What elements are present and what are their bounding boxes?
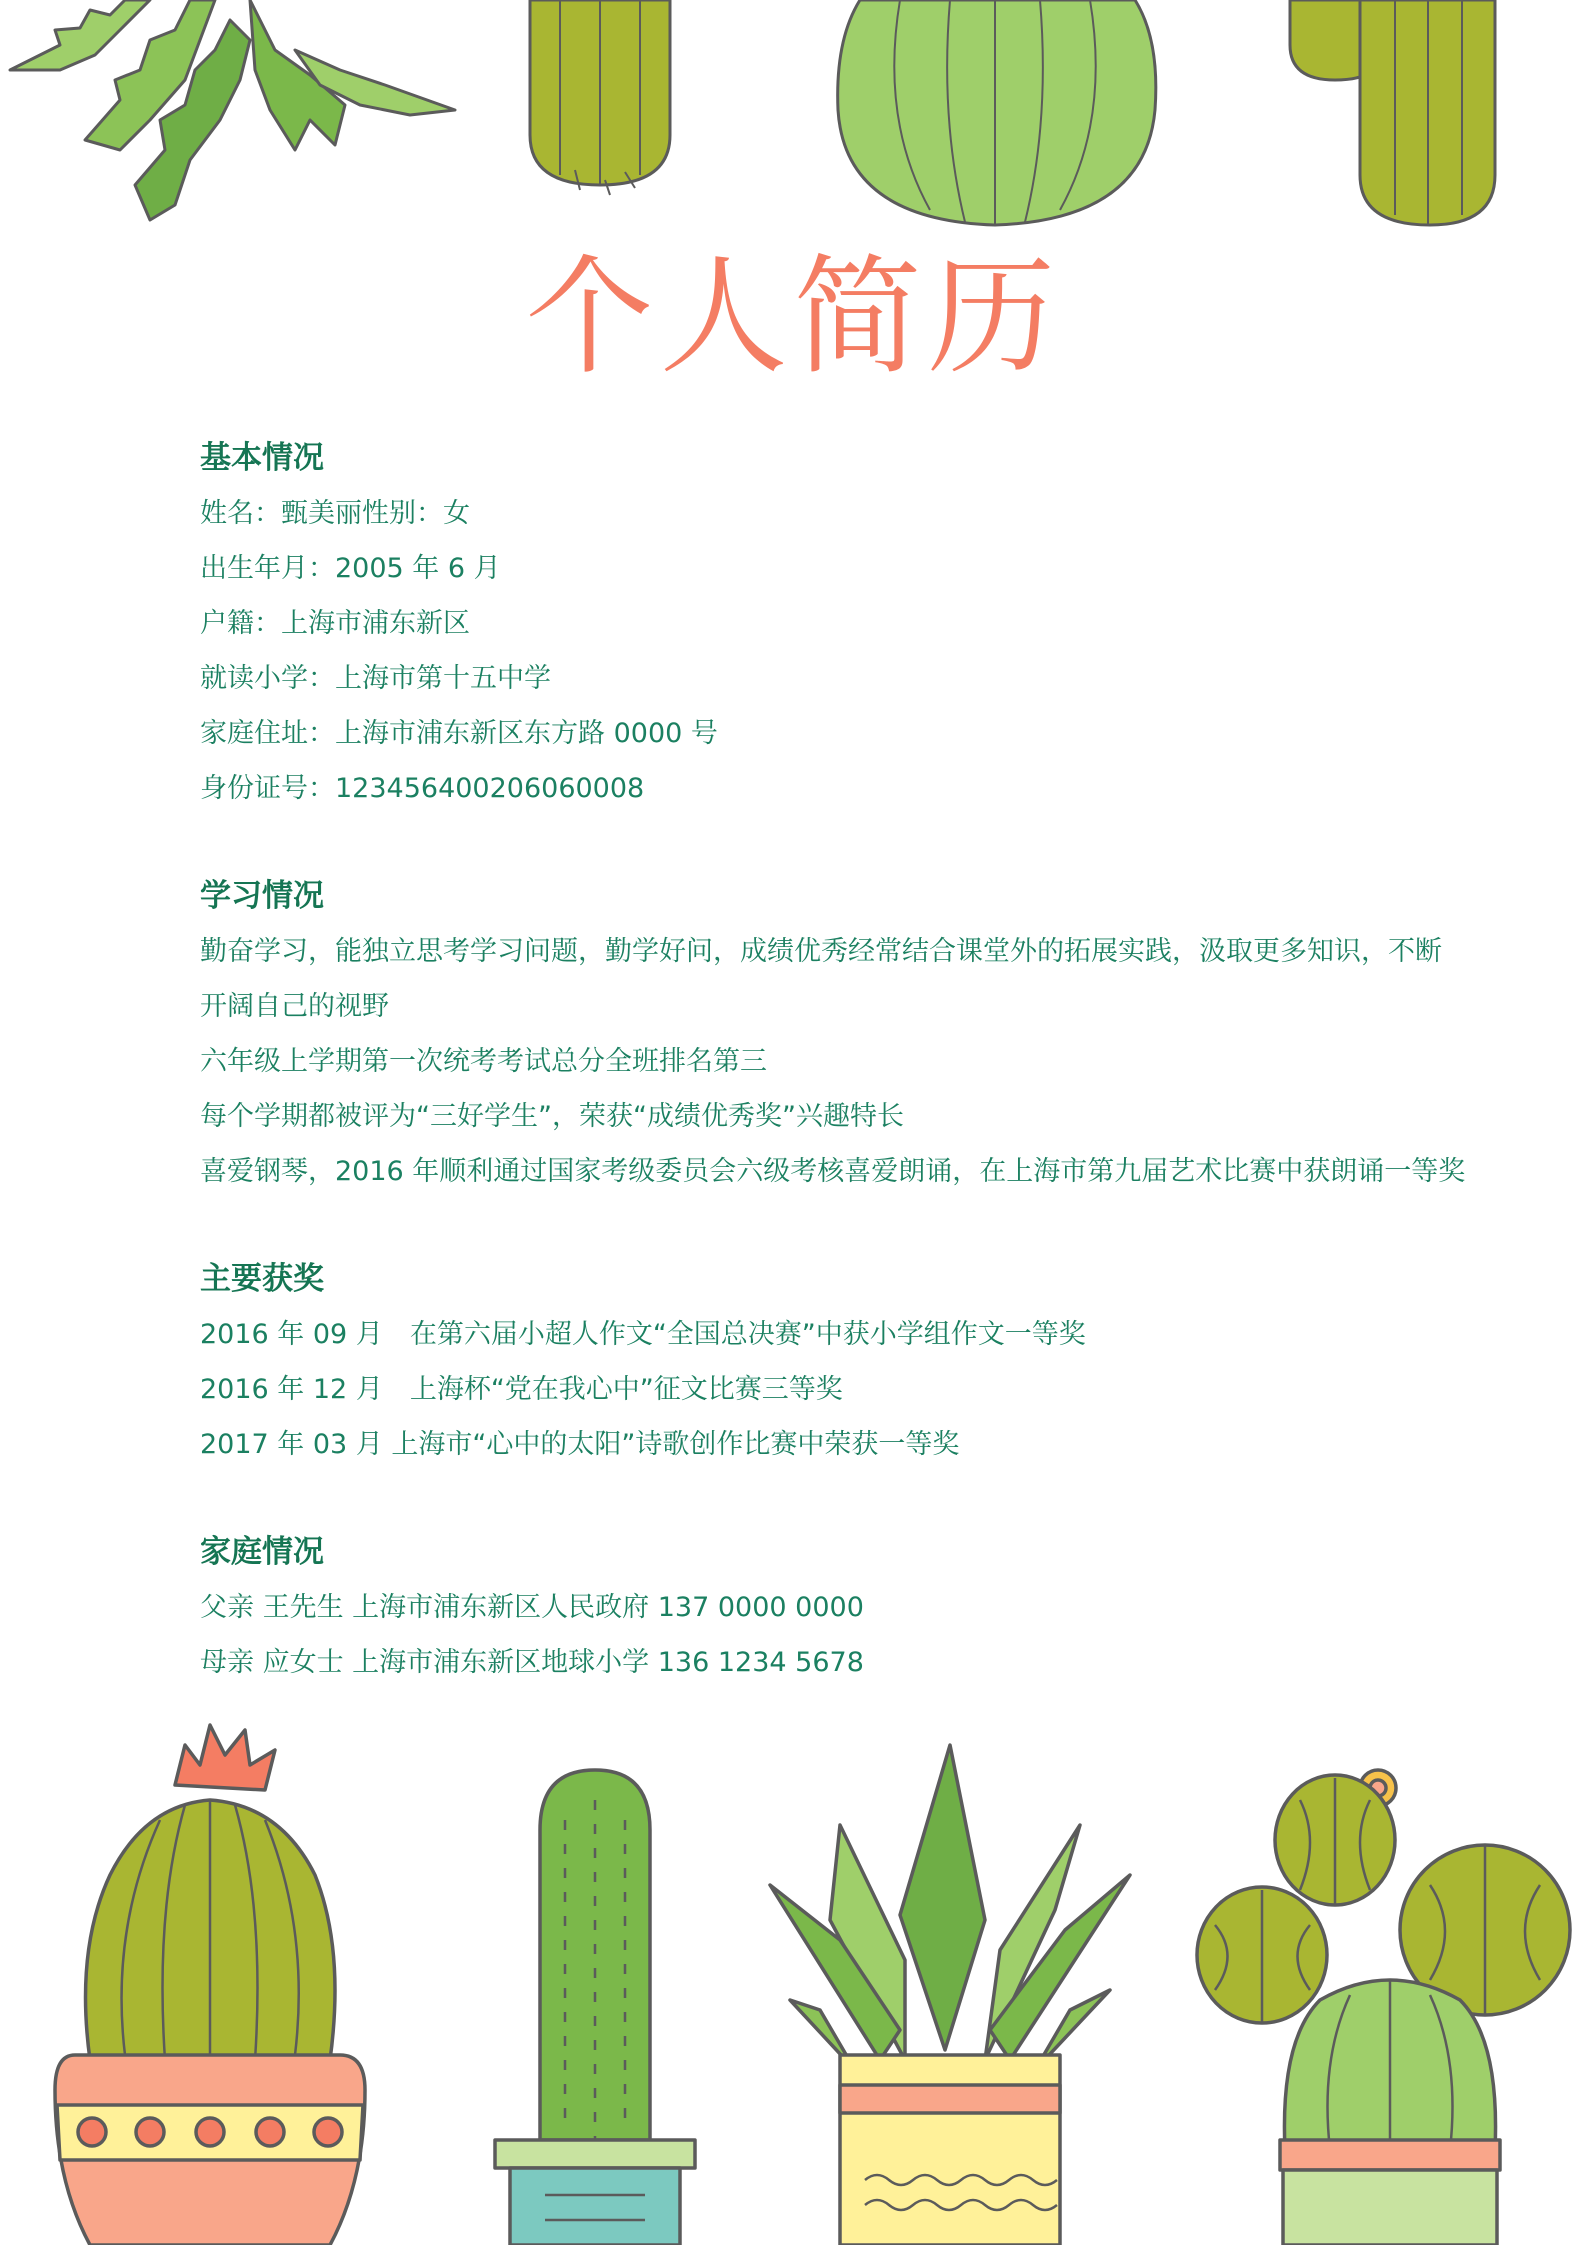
section-basic [200, 430, 1440, 816]
section-family [200, 1524, 1440, 1690]
section-heading-basic: 基本情况 [200, 440, 324, 476]
study-line: 每个学期都被评为“三好学生”，荣获“成绩优秀奖”兴趣特长 [200, 1101, 904, 1132]
study-line: 勤奋学习，能独立思考学习问题，勤学好问，成绩优秀经常结合课堂外的拓展实践，汲取更多知识，不断 [200, 936, 1442, 967]
tall-cactus-teal-pot-icon [495, 1770, 695, 2245]
basic-line-address: 家庭住址：上海市浦东新区东方路 0000 号 [200, 718, 718, 749]
award-line: 2016 年 12 月 上海杯“党在我心中”征文比赛三等奖 [200, 1374, 843, 1405]
section-heading-study: 学习情况 [200, 878, 324, 914]
basic-line-name: 姓名：甄美丽性别：女 [200, 498, 470, 529]
award-line: 2017 年 03 月 上海市“心中的太阳”诗歌创作比赛中荣获一等奖 [200, 1429, 960, 1460]
section-awards [200, 1251, 1440, 1472]
study-line: 开阔自己的视野 [200, 991, 389, 1022]
family-line-father: 父亲 王先生 上海市浦东新区人民政府 137 0000 0000 [200, 1592, 864, 1623]
basic-line-birth: 出生年月：2005 年 6 月 [200, 553, 501, 584]
resume-content [200, 430, 1466, 1742]
basic-line-id: 身份证号：123456400206060008 [200, 773, 645, 804]
study-line: 喜爱钢琴，2016 年顺利通过国家考级委员会六级考核喜爱朗诵，在上海市第九届艺术比赛中获朗诵一等奖 [200, 1156, 1466, 1187]
olive-cactus-top-icon [530, 0, 670, 195]
ball-cactus-cluster-pot-icon [1197, 1770, 1570, 2245]
family-line-mother: 母亲 应女士 上海市浦东新区地球小学 136 1234 5678 [200, 1647, 864, 1678]
section-heading-family: 家庭情况 [200, 1534, 324, 1570]
agave-top-left-icon [10, 0, 455, 220]
study-line: 六年级上学期第一次统考考试总分全班排名第三 [200, 1046, 767, 1077]
basic-line-hukou: 户籍：上海市浦东新区 [200, 608, 470, 639]
agave-yellow-pot-icon [770, 1745, 1130, 2245]
olive-cactus-right-icon [1290, 0, 1495, 225]
basic-line-school: 就读小学：上海市第十五中学 [200, 663, 551, 694]
section-study [200, 868, 1466, 1199]
page-title: 个人简历 [525, 243, 1062, 392]
award-line: 2016 年 09 月 在第六届小超人作文“全国总决赛”中获小学组作文一等奖 [200, 1319, 1086, 1350]
section-heading-awards: 主要获奖 [200, 1261, 324, 1297]
round-cactus-top-icon [838, 0, 1156, 225]
bottom-cactus-illustration [0, 1700, 1587, 2245]
flowering-cactus-pot-icon [55, 1725, 365, 2245]
top-cactus-illustration [0, 0, 1587, 250]
